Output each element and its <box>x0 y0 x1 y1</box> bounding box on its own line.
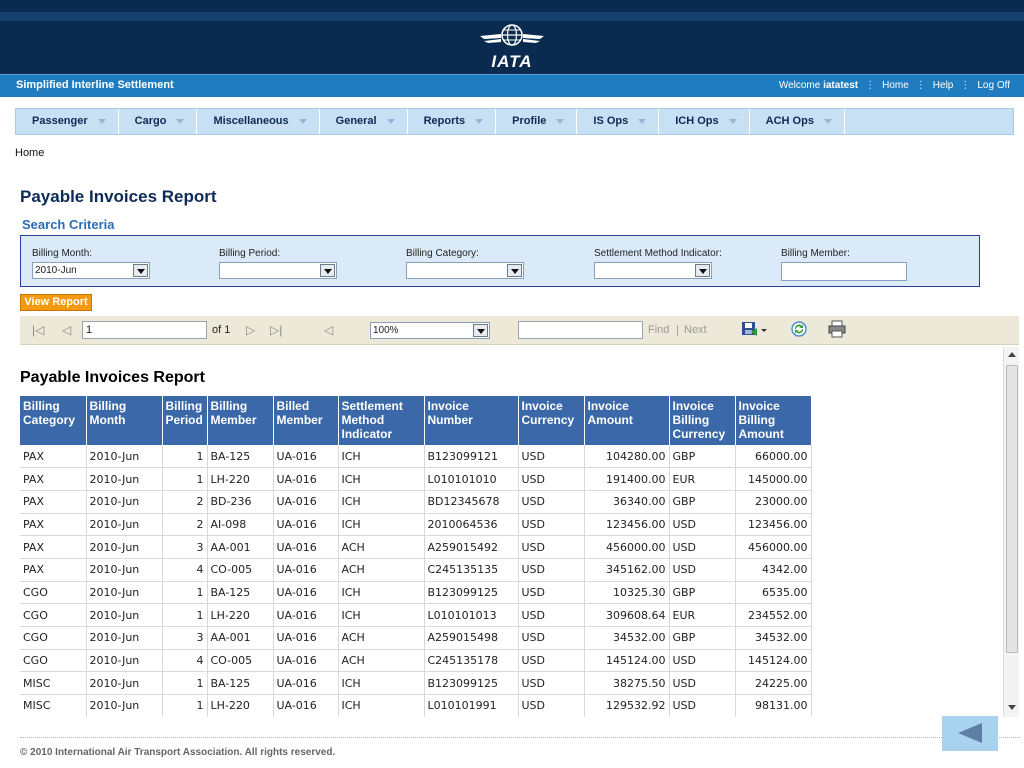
column-header: Billing Month <box>86 396 162 445</box>
next-link[interactable]: Next <box>684 324 707 336</box>
toolbar-divider: | <box>676 324 679 336</box>
table-cell: L010101010 <box>424 468 518 491</box>
menu-label: ICH Ops <box>675 115 719 127</box>
table-cell: 2010-Jun <box>86 513 162 536</box>
table-cell: C245135135 <box>424 558 518 581</box>
dropdown-arrow-icon[interactable] <box>133 264 148 277</box>
table-cell: BA-125 <box>207 445 273 468</box>
table-row <box>20 695 811 717</box>
dropdown-arrow-icon[interactable] <box>320 264 335 277</box>
user-links <box>779 80 1010 91</box>
username: iatatest <box>823 80 859 91</box>
table-cell: AA-001 <box>207 536 273 559</box>
report-viewer <box>20 347 1020 717</box>
settlement-method-field <box>594 248 722 279</box>
table-cell: USD <box>518 581 584 604</box>
table-cell: C245135178 <box>424 649 518 672</box>
table-cell: USD <box>669 649 735 672</box>
table-cell: 34532.00 <box>735 627 811 650</box>
menu-passenger[interactable] <box>16 109 119 134</box>
table-cell: CO-005 <box>207 649 273 672</box>
table-cell: UA-016 <box>273 445 338 468</box>
table-cell: ICH <box>338 581 424 604</box>
table-cell: 23000.00 <box>735 490 811 513</box>
table-row <box>20 581 811 604</box>
table-cell: UA-016 <box>273 468 338 491</box>
table-cell: CGO <box>20 627 86 650</box>
chevron-down-icon <box>556 119 564 124</box>
table-cell: ICH <box>338 604 424 627</box>
table-cell: 123456.00 <box>584 513 669 536</box>
menu-reports[interactable] <box>408 109 497 134</box>
menu-ach-ops[interactable] <box>750 109 845 134</box>
chevron-down-icon <box>729 119 737 124</box>
table-row <box>20 445 811 468</box>
table-cell: 98131.00 <box>735 695 811 717</box>
menu-label: Cargo <box>134 115 167 127</box>
welcome-label: Welcome <box>778 80 821 91</box>
table-cell: L010101013 <box>424 604 518 627</box>
table-row <box>20 490 811 513</box>
table-cell: L010101991 <box>424 695 518 717</box>
table-cell: 2010-Jun <box>86 672 162 695</box>
breadcrumb[interactable]: Home <box>15 147 45 159</box>
iata-logo <box>476 22 548 70</box>
table-cell: 1 <box>162 581 207 604</box>
table-cell: ACH <box>338 627 424 650</box>
table-cell: ACH <box>338 649 424 672</box>
dropdown-arrow-icon[interactable] <box>473 324 488 337</box>
column-header: Settlement Method Indicator <box>338 396 424 445</box>
vertical-scrollbar[interactable] <box>1003 347 1019 717</box>
table-cell: UA-016 <box>273 490 338 513</box>
dropdown-arrow-icon[interactable] <box>695 264 710 277</box>
scroll-down-icon[interactable] <box>1008 705 1016 710</box>
billing-member-field <box>781 248 907 281</box>
menu-cargo[interactable] <box>119 109 198 134</box>
table-cell: 1 <box>162 468 207 491</box>
table-cell: 10325.30 <box>584 581 669 604</box>
table-row <box>20 468 811 491</box>
report-toolbar <box>20 316 1019 345</box>
table-cell: USD <box>518 445 584 468</box>
billing-month-select[interactable] <box>32 262 150 279</box>
billing-category-label: Billing Category: <box>406 248 479 259</box>
page-count: of 1 <box>212 324 231 336</box>
table-cell: 4 <box>162 558 207 581</box>
chevron-down-icon <box>299 119 307 124</box>
table-cell: MISC <box>20 695 86 717</box>
settlement-method-label: Settlement Method Indicator: <box>594 248 722 259</box>
footer-divider <box>20 737 1020 738</box>
column-header: Invoice Number <box>424 396 518 445</box>
menu-label: IS Ops <box>593 115 629 127</box>
table-cell: 2010-Jun <box>86 445 162 468</box>
logoff-link[interactable]: Log Off <box>977 80 1010 91</box>
print-icon[interactable] <box>828 320 846 341</box>
table-cell: EUR <box>669 604 735 627</box>
table-cell: LH-220 <box>207 604 273 627</box>
table-cell: 2 <box>162 490 207 513</box>
main-menu <box>15 108 1014 135</box>
table-cell: UA-016 <box>273 513 338 536</box>
dropdown-arrow-icon[interactable] <box>507 264 522 277</box>
menu-general[interactable] <box>320 109 408 134</box>
table-cell: USD <box>518 513 584 536</box>
table-cell: 2010-Jun <box>86 558 162 581</box>
refresh-icon[interactable] <box>790 320 808 341</box>
table-cell: MISC <box>20 672 86 695</box>
table-cell: GBP <box>669 627 735 650</box>
zoom-value: 100% <box>373 325 399 336</box>
table-cell: ICH <box>338 445 424 468</box>
billing-period-select[interactable] <box>219 262 337 279</box>
table-cell: UA-016 <box>273 604 338 627</box>
billing-member-input[interactable] <box>781 262 907 281</box>
table-cell: UA-016 <box>273 672 338 695</box>
previous-page-icon[interactable]: ◁ <box>62 323 72 337</box>
table-cell: BA-125 <box>207 581 273 604</box>
table-cell: BD12345678 <box>424 490 518 513</box>
table-cell: 345162.00 <box>584 558 669 581</box>
table-cell: ACH <box>338 558 424 581</box>
menu-label: Passenger <box>32 115 88 127</box>
table-cell: USD <box>518 672 584 695</box>
separator: ⋮ <box>865 80 876 91</box>
table-cell: ICH <box>338 672 424 695</box>
app-title: Simplified Interline Settlement <box>16 79 174 91</box>
table-cell: 2010-Jun <box>86 536 162 559</box>
separator: ⋮ <box>915 80 926 91</box>
table-cell: 1 <box>162 445 207 468</box>
back-to-parent-icon[interactable]: ◁ <box>324 323 334 337</box>
separator: ⋮ <box>960 80 971 91</box>
table-cell: USD <box>518 627 584 650</box>
table-cell: GBP <box>669 581 735 604</box>
export-icon[interactable] <box>741 320 769 341</box>
settlement-method-select[interactable] <box>594 262 712 279</box>
top-banner <box>0 0 1024 74</box>
table-cell: 456000.00 <box>584 536 669 559</box>
find-link[interactable]: Find <box>648 324 670 336</box>
billing-member-label: Billing Member: <box>781 248 850 259</box>
table-cell: USD <box>669 513 735 536</box>
table-cell: 309608.64 <box>584 604 669 627</box>
table-cell: PAX <box>20 558 86 581</box>
report-table-body <box>20 445 811 717</box>
chevron-down-icon <box>824 119 832 124</box>
menu-label: Reports <box>423 115 466 127</box>
table-cell: ICH <box>338 490 424 513</box>
menu-miscellaneous[interactable] <box>197 109 319 134</box>
globe-wings-icon <box>476 22 548 52</box>
logo-text: IATA <box>491 52 533 71</box>
table-cell: 145000.00 <box>735 468 811 491</box>
table-cell: ICH <box>338 695 424 717</box>
banner-stripe <box>0 12 1024 21</box>
home-link[interactable]: Home <box>882 80 909 91</box>
table-cell: USD <box>518 604 584 627</box>
table-cell: PAX <box>20 445 86 468</box>
billing-category-field <box>406 248 524 279</box>
table-cell: ACH <box>338 536 424 559</box>
help-link[interactable]: Help <box>932 80 954 91</box>
table-cell: PAX <box>20 513 86 536</box>
back-arrow-button[interactable] <box>942 716 998 751</box>
table-cell: USD <box>669 558 735 581</box>
table-cell: 4 <box>162 649 207 672</box>
menu-profile[interactable] <box>496 109 577 134</box>
table-cell: GBP <box>669 490 735 513</box>
table-cell: 36340.00 <box>584 490 669 513</box>
search-criteria-panel <box>20 235 980 287</box>
table-cell: 129532.92 <box>584 695 669 717</box>
table-cell: 66000.00 <box>735 445 811 468</box>
table-cell: UA-016 <box>273 649 338 672</box>
table-cell: CO-005 <box>207 558 273 581</box>
billing-month-value: 2010-Jun <box>35 265 77 276</box>
first-page-icon[interactable]: |◁ <box>32 323 45 337</box>
menu-ich-ops[interactable] <box>659 109 749 134</box>
table-cell: A259015492 <box>424 536 518 559</box>
table-cell: EUR <box>669 468 735 491</box>
column-header: Billed Member <box>273 396 338 445</box>
table-cell: CGO <box>20 649 86 672</box>
table-cell: 2010-Jun <box>86 649 162 672</box>
table-cell: UA-016 <box>273 536 338 559</box>
table-row <box>20 513 811 536</box>
table-cell: 2010-Jun <box>86 604 162 627</box>
page-title: Payable Invoices Report <box>20 187 217 206</box>
table-cell: PAX <box>20 536 86 559</box>
table-cell: 1 <box>162 695 207 717</box>
table-cell: USD <box>518 536 584 559</box>
table-cell: 1 <box>162 604 207 627</box>
table-cell: 145124.00 <box>735 649 811 672</box>
column-header: Billing Period <box>162 396 207 445</box>
table-cell: ICH <box>338 513 424 536</box>
chevron-down-icon <box>98 119 106 124</box>
table-cell: UA-016 <box>273 581 338 604</box>
table-cell: 234552.00 <box>735 604 811 627</box>
table-cell: 6535.00 <box>735 581 811 604</box>
table-cell: USD <box>669 536 735 559</box>
table-row <box>20 672 811 695</box>
table-cell: 3 <box>162 536 207 559</box>
table-cell: USD <box>669 695 735 717</box>
billing-month-field <box>32 248 150 279</box>
table-cell: CGO <box>20 581 86 604</box>
column-header: Billing Category <box>20 396 86 445</box>
search-criteria-title: Search Criteria <box>22 217 115 232</box>
table-cell: UA-016 <box>273 627 338 650</box>
table-cell: 2010-Jun <box>86 468 162 491</box>
table-cell: LH-220 <box>207 468 273 491</box>
billing-category-select[interactable] <box>406 262 524 279</box>
welcome-text <box>779 80 858 91</box>
table-cell: 1 <box>162 672 207 695</box>
table-row <box>20 649 811 672</box>
table-cell: 2010-Jun <box>86 581 162 604</box>
chevron-down-icon <box>176 119 184 124</box>
billing-period-field <box>219 248 337 279</box>
view-report-button[interactable]: View Report <box>20 294 92 311</box>
billing-period-label: Billing Period: <box>219 248 281 259</box>
app-bar <box>0 74 1024 97</box>
table-cell: 2010-Jun <box>86 695 162 717</box>
chevron-down-icon <box>638 119 646 124</box>
copyright-footer: © 2010 International Air Transport Association. All rights reserved. <box>20 747 336 758</box>
table-cell: B123099125 <box>424 581 518 604</box>
table-cell: BA-125 <box>207 672 273 695</box>
table-cell: USD <box>669 672 735 695</box>
chevron-down-icon <box>387 119 395 124</box>
table-cell: USD <box>518 695 584 717</box>
table-cell: 38275.50 <box>584 672 669 695</box>
table-cell: A259015498 <box>424 627 518 650</box>
table-row <box>20 536 811 559</box>
table-cell: 24225.00 <box>735 672 811 695</box>
table-cell: USD <box>518 558 584 581</box>
column-header: Billing Member <box>207 396 273 445</box>
report-table <box>20 396 812 717</box>
column-header: Invoice Billing Amount <box>735 396 811 445</box>
table-cell: 2010064536 <box>424 513 518 536</box>
table-cell: LH-220 <box>207 695 273 717</box>
table-cell: 34532.00 <box>584 627 669 650</box>
table-cell: ICH <box>338 468 424 491</box>
table-cell: B123099121 <box>424 445 518 468</box>
last-page-icon[interactable]: ▷| <box>270 323 283 337</box>
table-cell: AI-098 <box>207 513 273 536</box>
table-cell: USD <box>518 490 584 513</box>
table-cell: UA-016 <box>273 558 338 581</box>
column-header: Invoice Currency <box>518 396 584 445</box>
table-cell: 123456.00 <box>735 513 811 536</box>
table-cell: 104280.00 <box>584 445 669 468</box>
scroll-thumb[interactable] <box>1006 365 1018 653</box>
table-cell: PAX <box>20 468 86 491</box>
table-row <box>20 604 811 627</box>
table-cell: BD-236 <box>207 490 273 513</box>
menu-label: General <box>335 115 377 127</box>
column-header: Invoice Amount <box>584 396 669 445</box>
menu-label: ACH Ops <box>765 115 814 127</box>
table-cell: CGO <box>20 604 86 627</box>
table-cell: 145124.00 <box>584 649 669 672</box>
table-cell: UA-016 <box>273 695 338 717</box>
next-page-icon[interactable]: ▷ <box>246 323 256 337</box>
page-number-input[interactable]: 1 <box>82 321 207 339</box>
report-title: Payable Invoices Report <box>20 369 205 386</box>
table-cell: B123099125 <box>424 672 518 695</box>
table-cell: 2010-Jun <box>86 490 162 513</box>
table-cell: PAX <box>20 490 86 513</box>
table-cell: 3 <box>162 627 207 650</box>
menu-is-ops[interactable] <box>577 109 659 134</box>
table-cell: 2 <box>162 513 207 536</box>
table-cell: 4342.00 <box>735 558 811 581</box>
table-cell: 191400.00 <box>584 468 669 491</box>
chevron-down-icon <box>475 119 483 124</box>
menu-label: Miscellaneous <box>213 115 289 127</box>
table-row <box>20 558 811 581</box>
find-input[interactable] <box>518 321 643 339</box>
table-cell: USD <box>518 649 584 672</box>
column-header: Invoice Billing Currency <box>669 396 735 445</box>
zoom-select[interactable] <box>370 322 490 339</box>
table-cell: AA-001 <box>207 627 273 650</box>
scroll-up-icon[interactable] <box>1008 352 1016 357</box>
table-header-row <box>20 396 811 445</box>
table-cell: USD <box>518 468 584 491</box>
menu-label: Profile <box>512 115 547 127</box>
table-row <box>20 627 811 650</box>
table-cell: 2010-Jun <box>86 627 162 650</box>
billing-month-label: Billing Month: <box>32 248 93 259</box>
table-cell: 456000.00 <box>735 536 811 559</box>
table-cell: GBP <box>669 445 735 468</box>
